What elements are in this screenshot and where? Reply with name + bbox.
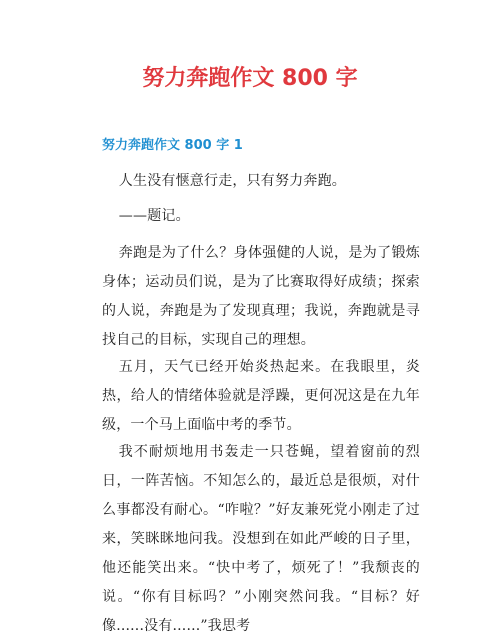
paragraph-body: 我不耐烦地用书轰走一只苍蝇，望着窗前的烈日，一阵苦恼。不知怎么的，最近总是很烦，对什么事都没有耐心。“咋啦？”好友兼死党小刚走了过来，笑眯眯地问我。没想到在如此严峻的日子里，他还能笑出来。“快中考了，烦死了！”我颓丧的说。“你有目标吗？”小刚突然问我。“目标？好像......没有......”我思考 — [102, 444, 420, 634]
document-title: 努力奔跑作文 800 字 — [142, 66, 358, 91]
paragraph-epigraph: 人生没有惬意行走，只有努力奔跑。 — [118, 173, 346, 189]
paragraph-epigraph-source: ——题记。 — [118, 208, 190, 224]
section-title: 努力奔跑作文 800 字 1 — [102, 138, 243, 153]
paragraph-body: 奔跑是为了什么？身体强健的人说，是为了锻炼身体；运动员们说，是为了比赛取得好成绩；探索的人说，奔跑是为了发现真理；我说，奔跑就是寻找自己的目标，实现自己的理想。 — [102, 245, 420, 348]
paragraph-body: 五月，天气已经开始炎热起来。在我眼里，炎热，给人的情绪体验就是浮躁，更何况这是在九年级，一个马上面临中考的季节。 — [102, 359, 420, 433]
